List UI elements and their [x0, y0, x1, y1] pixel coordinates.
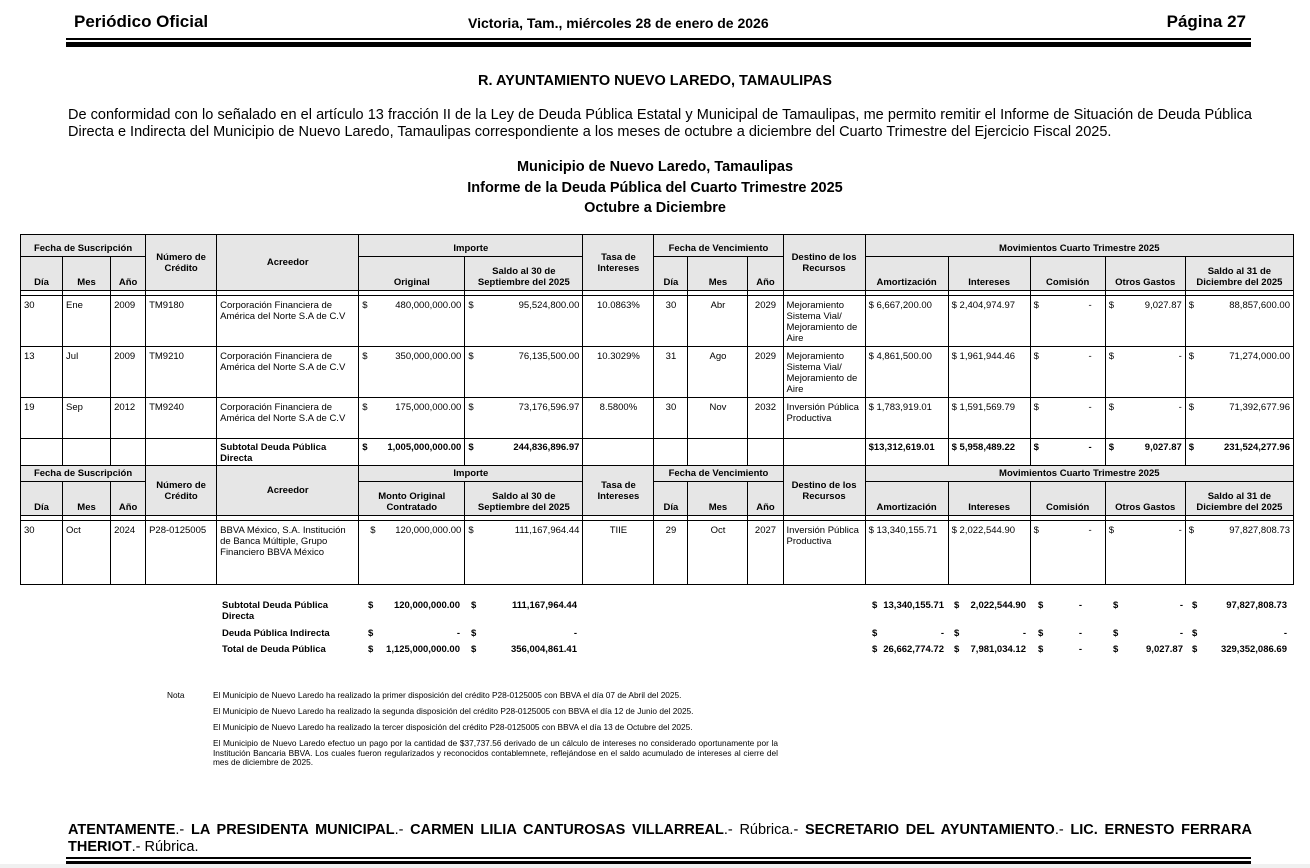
signature-secretario-title: SECRETARIO DEL AYUNTAMIENTO — [805, 822, 1055, 838]
cell-mes: Ene — [63, 296, 111, 347]
header-destino: Destino de los Recursos — [783, 466, 865, 516]
totals-indirecta-label: Deuda Pública Indirecta — [222, 628, 330, 639]
cell-credito: TM9210 — [146, 347, 217, 398]
cell-dia: 30 — [21, 521, 63, 585]
header-movimientos: Movimientos Cuarto Trimestre 2025 — [865, 235, 1293, 257]
cell-v-anio: 2027 — [748, 521, 783, 585]
header-v-mes: Mes — [688, 257, 748, 291]
cell-mes: Jul — [63, 347, 111, 398]
cell-credito: TM9240 — [146, 398, 217, 439]
currency-sign: $ — [362, 300, 368, 311]
header-v-anio: Año — [748, 257, 783, 291]
publication-name: Periódico Oficial — [74, 12, 209, 31]
header-saldo-dic: Saldo al 31 de Diciembre del 2025 — [1185, 482, 1293, 516]
cell-tasa: TIIE — [583, 521, 654, 585]
cell-saldo-dic: $ 88,857,600.00 — [1185, 296, 1293, 347]
entity-title: R. AYUNTAMIENTO NUEVO LAREDO, TAMAULIPAS — [478, 73, 832, 89]
header-anio: Año — [111, 257, 146, 291]
cell-v-anio: 2032 — [748, 398, 783, 439]
cell-saldo-dic: $ 71,392,677.96 — [1185, 398, 1293, 439]
header-rule-thick — [66, 42, 1251, 47]
header-numero-credito: Número de Crédito — [146, 466, 217, 516]
header-dia: Día — [21, 257, 63, 291]
header-tasa: Tasa de Intereses — [583, 235, 654, 291]
intro-paragraph: De conformidad con lo señalado en el artículo 13 fracción II de la Ley de Deuda Pública Estatal y Municipal de Tamaulipas, me permito remitir el Informe de Situación de Deuda Pública Directa e Indirecta del Municipio de Nuevo Laredo, Tamaulipas correspondiente a los meses de octubre a diciembre del Cuarto Trimestre del Ejercicio Fiscal 2025. — [68, 107, 1252, 140]
totals-total-saldo-sep: 356,004,861.41 — [510, 644, 577, 655]
cell-original: $ 480,000,000.00 — [359, 296, 465, 347]
header-destino: Destino de los Recursos — [783, 235, 865, 291]
header-dia: Día — [21, 482, 63, 516]
cell-v-mes: Oct — [688, 521, 748, 585]
page-number: Página 27 — [1166, 12, 1246, 31]
cell-comision: $ - — [1030, 347, 1105, 398]
note-item: El Municipio de Nuevo Laredo ha realizado la primer disposición del crédito P28-0125005 con BBVA el día 07 de Abril del 2025. — [213, 690, 682, 700]
table-row — [21, 521, 1294, 585]
signature-secretario-name: LIC. ERNESTO FERRARA THERIOT — [68, 822, 1252, 855]
cell-anio: 2009 — [111, 296, 146, 347]
report-title-municipality: Municipio de Nuevo Laredo, Tamaulipas — [516, 159, 794, 175]
header-original: Original — [359, 257, 465, 291]
cell-amortizacion: $ 13,340,155.71 — [865, 521, 948, 585]
cell-acreedor: Corporación Financiera de América del Norte S.A de C.V — [217, 296, 359, 347]
header-fecha-suscripcion: Fecha de Suscripción — [21, 466, 146, 482]
cell-v-mes: Abr — [688, 296, 748, 347]
cell-comision: $ - — [1030, 398, 1105, 439]
cell-saldo-dic: $ 71,274,000.00 — [1185, 347, 1293, 398]
header-mes: Mes — [63, 482, 111, 516]
cell-anio: 2009 — [111, 347, 146, 398]
cell-otros: $ 9,027.87 — [1105, 296, 1185, 347]
cell-otros: $ - — [1105, 398, 1185, 439]
cell-intereses: $ 1,591,569.79 — [948, 398, 1030, 439]
header-fecha-vencimiento: Fecha de Vencimiento — [654, 235, 783, 257]
cell-intereses: $ 2,022,544.90 — [948, 521, 1030, 585]
note-item: El Municipio de Nuevo Laredo ha realizado la tercer disposición del crédito P28-0125005 con BBVA el día 13 de Octubre del 2025. — [213, 722, 693, 732]
totals-subtotal-original: 120,000,000.00 — [393, 600, 460, 611]
cell-acreedor: Corporación Financiera de América del Norte S.A de C.V — [217, 398, 359, 439]
report-title-informe: Informe de la Deuda Pública del Cuarto Trimestre 2025 — [467, 180, 843, 196]
subtotal-amortizacion: $13,312,619.01 — [865, 439, 948, 466]
cell-mes: Oct — [63, 521, 111, 585]
header-monto-original: Monto Original Contratado — [359, 482, 465, 516]
cell-saldo-sep: $ 76,135,500.00 — [465, 347, 583, 398]
cell-v-mes: Ago — [688, 347, 748, 398]
cell-saldo-sep: $ 111,167,964.44 — [465, 521, 583, 585]
cell-anio: 2012 — [111, 398, 146, 439]
report-title-period: Octubre a Diciembre — [584, 200, 726, 216]
table-row — [21, 398, 1294, 439]
header-amortizacion: Amortización — [865, 257, 948, 291]
header-tasa: Tasa de Intereses — [583, 466, 654, 516]
cell-destino: Inversión Pública Productiva — [783, 398, 865, 439]
header-fecha-suscripcion: Fecha de Suscripción — [21, 235, 146, 257]
cell-acreedor: BBVA México, S.A. Institución de Banca Múltiple, Grupo Financiero BBVA México — [217, 521, 359, 585]
header-v-dia: Día — [654, 482, 688, 516]
notes-label: Nota — [167, 690, 185, 700]
footer-rule-thin — [66, 857, 1251, 859]
totals-total-original: 1,125,000,000.00 — [386, 644, 460, 655]
totals-total-label: Total de Deuda Pública — [222, 644, 326, 655]
header-movimientos: Movimientos Cuarto Trimestre 2025 — [865, 466, 1293, 482]
cell-intereses: $ 2,404,974.97 — [948, 296, 1030, 347]
totals-subtotal-saldo-sep: 111,167,964.44 — [512, 600, 577, 611]
note-item: El Municipio de Nuevo Laredo ha realizado la segunda disposición del crédito P28-0125005 con BBVA el día 12 de Junio del 2025. — [213, 706, 694, 716]
cell-saldo-dic: $ 97,827,808.73 — [1185, 521, 1293, 585]
signature-presidenta-name: CARMEN LILIA CANTUROSAS VILLARREAL — [410, 822, 724, 838]
header-saldo-dic: Saldo al 31 de Diciembre del 2025 — [1185, 257, 1293, 291]
cell-otros: $ - — [1105, 347, 1185, 398]
subtotal-row: Subtotal Deuda Pública Directa $ 1,005,000,000.00 $ 244,836,896.97 $13,312,619.01 $ 5,958,489.22 $ - $ 9,027.87 $ 231,524,277.96 — [21, 439, 1294, 466]
subtotal-intereses: $ 5,958,489.22 — [948, 439, 1030, 466]
header-acreedor: Acreedor — [217, 466, 359, 516]
header-amortizacion: Amortización — [865, 482, 948, 516]
cell-amortizacion: $ 4,861,500.00 — [865, 347, 948, 398]
cell-amortizacion: $ 6,667,200.00 — [865, 296, 948, 347]
cell-dia: 13 — [21, 347, 63, 398]
publication-date: Victoria, Tam., miércoles 28 de enero de 2026 — [468, 15, 769, 31]
cell-dia: 19 — [21, 398, 63, 439]
debt-table-direct — [20, 234, 1294, 585]
header-rule-thin — [66, 38, 1251, 40]
table-row — [21, 296, 1294, 347]
cell-dia: 30 — [21, 296, 63, 347]
header-anio: Año — [111, 482, 146, 516]
cell-comision: $ - — [1030, 521, 1105, 585]
cell-saldo-sep: $ 95,524,800.00 — [465, 296, 583, 347]
header-intereses: Intereses — [948, 482, 1030, 516]
header-saldo-sep: Saldo al 30 de Septiembre del 2025 — [465, 257, 583, 291]
header-intereses: Intereses — [948, 257, 1030, 291]
cell-intereses: $ 1,961,944.46 — [948, 347, 1030, 398]
cell-v-dia: 30 — [654, 296, 688, 347]
cell-v-dia: 30 — [654, 398, 688, 439]
cell-anio: 2024 — [111, 521, 146, 585]
header-comision: Comisión — [1030, 257, 1105, 291]
cell-mes: Sep — [63, 398, 111, 439]
totals-subtotal-label: Subtotal Deuda Pública Directa — [222, 600, 329, 622]
cell-original: $ 175,000,000.00 — [359, 398, 465, 439]
cell-tasa: 10.3029% — [583, 347, 654, 398]
cell-tasa: 10.0863% — [583, 296, 654, 347]
header-acreedor: Acreedor — [217, 235, 359, 291]
cell-saldo-sep: $ 73,176,596.97 — [465, 398, 583, 439]
cell-tasa: 8.5800% — [583, 398, 654, 439]
note-item: El Municipio de Nuevo Laredo efectuo un pago por la cantidad de $37,737.56 derivado de un cálculo de intereses no considerado oportunamente por la Institución Bancaria BBVA. Los cuales fueron regularizados y reconocidos contablemnete, reflejándose en el saldo acumulado de intereses al cierre del mes de diciembre de 2025. — [213, 738, 778, 767]
table-row — [21, 347, 1294, 398]
header-otros-gastos: Otros Gastos — [1105, 257, 1185, 291]
cell-original: $ 350,000,000.00 — [359, 347, 465, 398]
header-comision: Comisión — [1030, 482, 1105, 516]
page-bottom-edge — [0, 864, 1310, 868]
totals-block: Subtotal Deuda Pública Directa $ 120,000,000.00 $ 111,167,964.44 $ 13,340,155.71 $ 2,022,544.90 $ - $ - $ 97,827,808.73 Deuda Pública Indirecta $ - $ - $ - $ - $ - $ - $ - Total de Deuda Pública $ 1,125,000,000.00 $ 356,004,861.41 $ 26,662,774.72 $ 7,981,034.12 $ - $ 9,027.87 $ 329,352,086.69 — [222, 600, 1287, 655]
cell-destino: Mejoramiento Sistema Vial/ Mejoramiento de Aire — [783, 296, 865, 347]
header-mes: Mes — [63, 257, 111, 291]
cell-otros: $ - — [1105, 521, 1185, 585]
cell-v-anio: 2029 — [748, 296, 783, 347]
cell-amortizacion: $ 1,783,919.01 — [865, 398, 948, 439]
cell-acreedor: Corporación Financiera de América del Norte S.A de C.V — [217, 347, 359, 398]
header-importe: Importe — [359, 235, 583, 257]
cell-credito: TM9180 — [146, 296, 217, 347]
header-fecha-vencimiento: Fecha de Vencimiento — [654, 466, 783, 482]
header-v-mes: Mes — [688, 482, 748, 516]
header-v-dia: Día — [654, 257, 688, 291]
cell-v-mes: Nov — [688, 398, 748, 439]
header-v-anio: Año — [748, 482, 783, 516]
cell-v-dia: 31 — [654, 347, 688, 398]
header-otros-gastos: Otros Gastos — [1105, 482, 1185, 516]
header-importe: Importe — [359, 466, 583, 482]
cell-v-anio: 2029 — [748, 347, 783, 398]
header-saldo-sep: Saldo al 30 de Septiembre del 2025 — [465, 482, 583, 516]
cell-credito: P28-0125005 — [146, 521, 217, 585]
cell-v-dia: 29 — [654, 521, 688, 585]
signature-atentamente: ATENTAMENTE — [68, 822, 176, 838]
cell-destino: Inversión Pública Productiva — [783, 521, 865, 585]
signature-presidenta-title: LA PRESIDENTA MUNICIPAL — [191, 822, 395, 838]
cell-original: $ 120,000,000.00 — [359, 521, 465, 585]
cell-destino: Mejoramiento Sistema Vial/ Mejoramiento de Aire — [783, 347, 865, 398]
signature-block: ATENTAMENTE.- LA PRESIDENTA MUNICIPAL.- CARMEN LILIA CANTUROSAS VILLARREAL.- Rúbrica.- SECRETARIO DEL AYUNTAMIENTO.- LIC. ERNESTO FERRARA THERIOT.- Rúbrica. — [68, 822, 1252, 855]
subtotal-label: Subtotal Deuda Pública Directa — [217, 439, 359, 466]
header-numero-credito: Número de Crédito — [146, 235, 217, 291]
cell-comision: $ - — [1030, 296, 1105, 347]
